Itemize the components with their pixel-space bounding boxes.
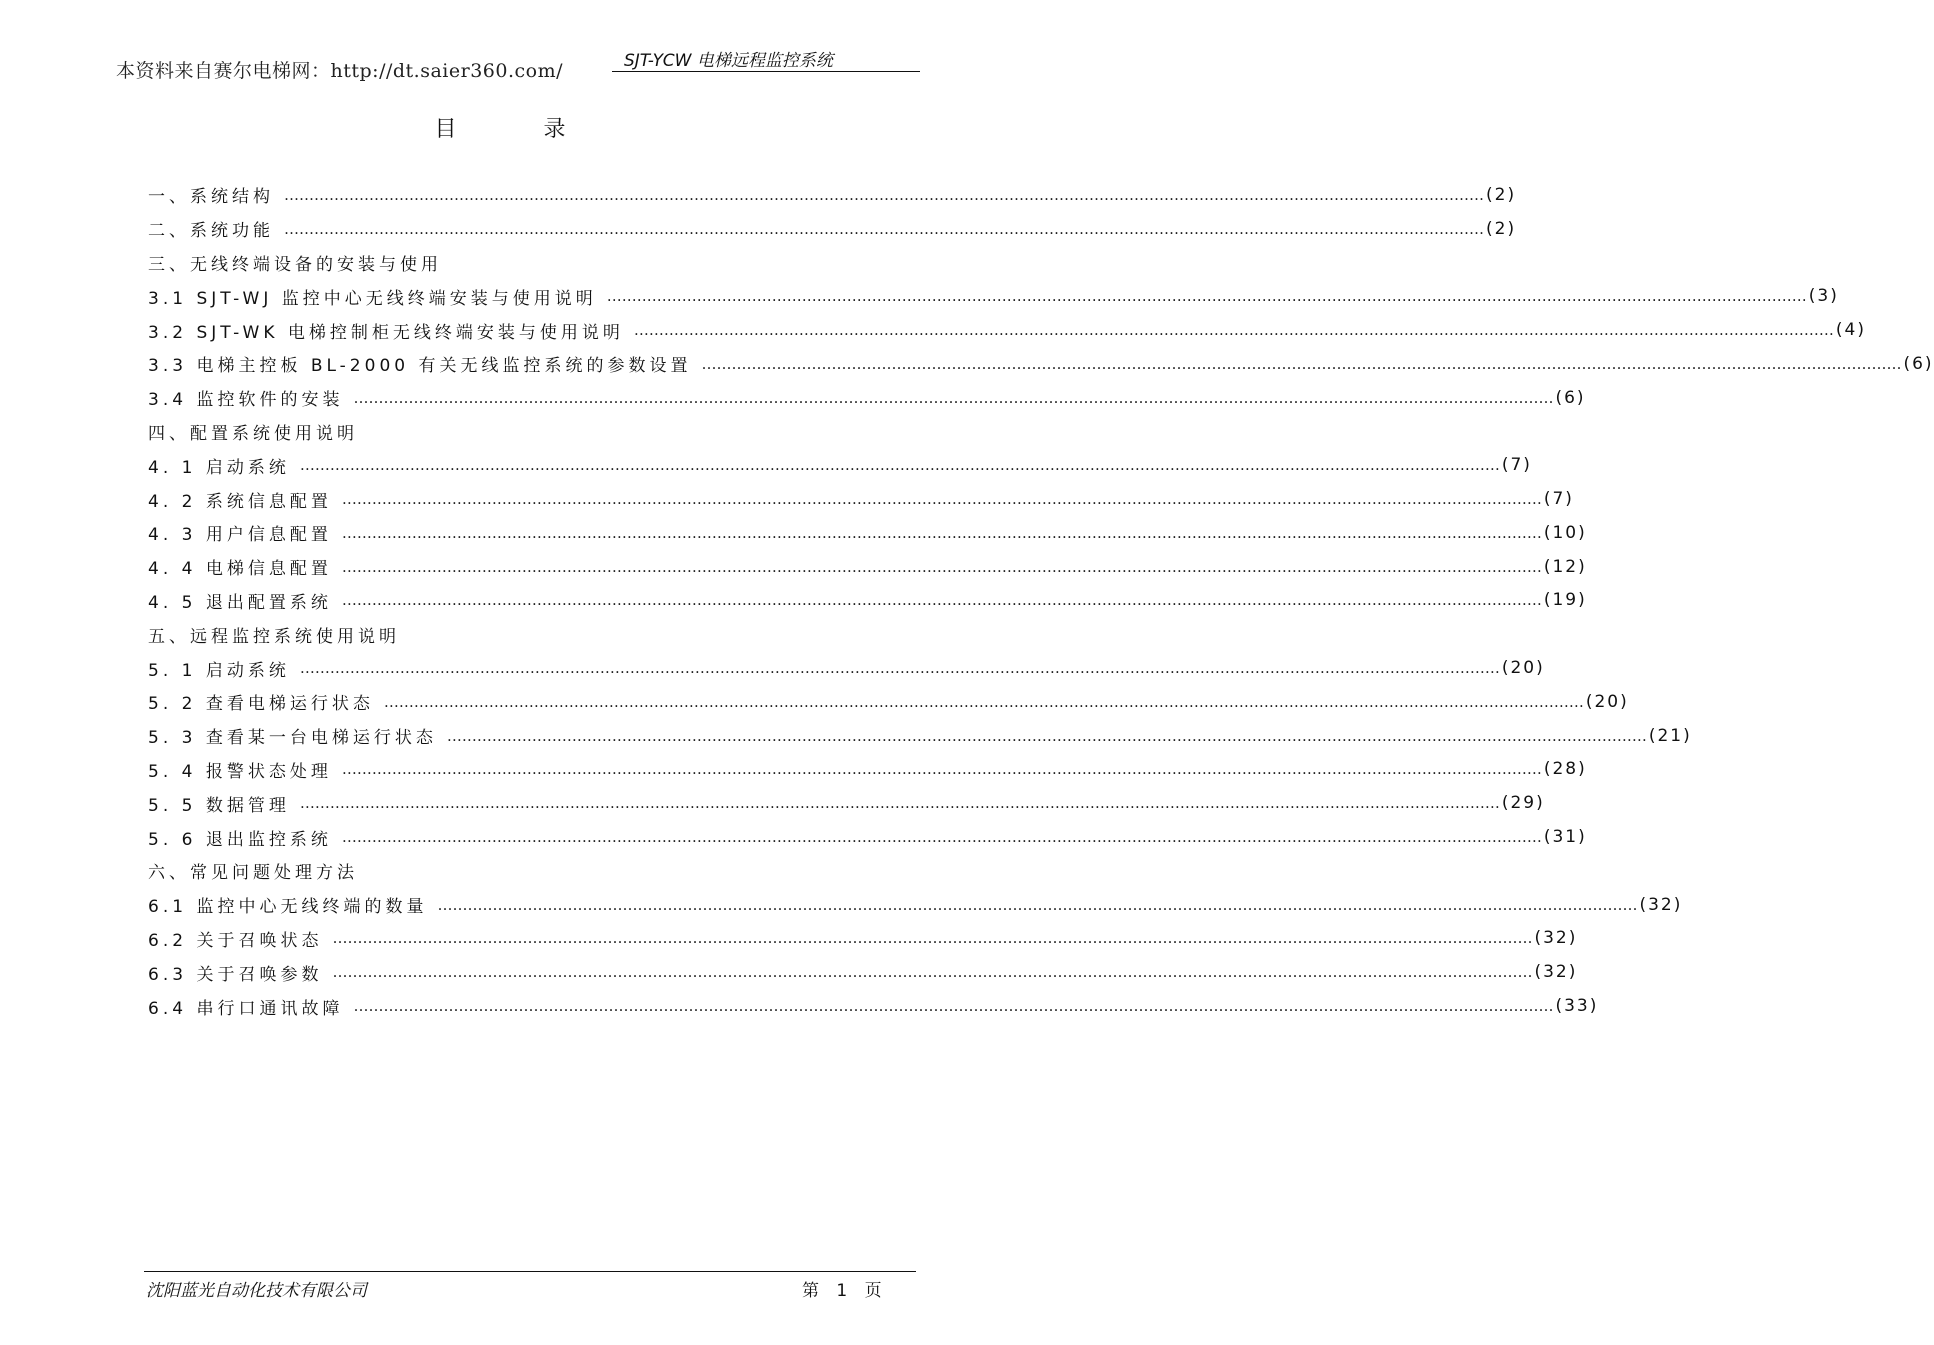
toc-entry-page: (12) bbox=[1543, 556, 1587, 577]
toc-entry-page: (32) bbox=[1534, 928, 1578, 949]
toc-entry[interactable] bbox=[148, 617, 870, 651]
toc-entry-page: (20) bbox=[1501, 658, 1545, 679]
toc-entry[interactable] bbox=[148, 685, 1629, 719]
toc-entry-page: (31) bbox=[1543, 827, 1587, 848]
toc-dot-leader: …………………………………………………………………………………………………………………………………………………………………………………………………………………… bbox=[341, 828, 1542, 847]
document-title: SJT-YCW 电梯远程监控系统 bbox=[624, 51, 833, 71]
toc-entry[interactable] bbox=[148, 516, 1587, 550]
toc-entry[interactable] bbox=[148, 178, 1517, 212]
toc-entry[interactable] bbox=[148, 651, 1545, 685]
toc-entry-label: 3.3 电梯主控板 BL-2000 有关无线监控系统的参数设置 bbox=[148, 356, 692, 377]
toc-entry-label: 4. 4 电梯信息配置 bbox=[148, 559, 332, 580]
toc-entry[interactable] bbox=[148, 719, 1692, 753]
toc-entry-label: 3.1 SJT-WJ 监控中心无线终端安装与使用说明 bbox=[148, 288, 597, 309]
toc-entry[interactable] bbox=[148, 955, 1578, 989]
footer-company: 沈阳蓝光自动化技术有限公司 bbox=[146, 1281, 367, 1301]
toc-entry-page: (21) bbox=[1648, 725, 1692, 746]
toc-entry-page: (29) bbox=[1501, 793, 1545, 814]
toc-entry-page: (7) bbox=[1543, 489, 1574, 510]
toc-heading: 目 录 bbox=[434, 117, 606, 142]
toc-dot-leader: …………………………………………………………………………………………………………………………………………………………………………………………………………………… bbox=[633, 321, 1834, 340]
toc-entry-label: 五、远程监控系统使用说明 bbox=[148, 626, 400, 647]
toc-entry-label: 4. 2 系统信息配置 bbox=[148, 491, 332, 512]
toc-entry-page: (10) bbox=[1543, 522, 1587, 543]
toc-entry-label: 6.4 串行口通讯故障 bbox=[148, 998, 344, 1019]
toc-entry-label: 三、无线终端设备的安装与使用 bbox=[148, 254, 442, 275]
toc-entry[interactable] bbox=[148, 854, 870, 888]
toc-entry-page: (6) bbox=[1903, 353, 1934, 374]
toc-entry-page: (2) bbox=[1486, 184, 1517, 205]
footer-rule bbox=[144, 1271, 916, 1272]
toc-entry-page: (7) bbox=[1501, 455, 1532, 476]
toc-entry[interactable] bbox=[148, 347, 1934, 381]
toc-entry-page: (2) bbox=[1486, 218, 1517, 239]
toc-entry-page: (4) bbox=[1835, 320, 1866, 341]
toc-entry-label: 4. 3 用户信息配置 bbox=[148, 525, 332, 546]
toc-entry-page: (33) bbox=[1555, 996, 1599, 1017]
toc-entry[interactable] bbox=[148, 922, 1578, 956]
toc-entry[interactable] bbox=[148, 482, 1574, 516]
toc-entry[interactable] bbox=[148, 381, 1586, 415]
toc-entry-label: 6.3 关于召唤参数 bbox=[148, 964, 323, 985]
toc-dot-leader: …………………………………………………………………………………………………………………………………………………………………………………………………………………… bbox=[701, 354, 1902, 373]
toc-dot-leader: …………………………………………………………………………………………………………………………………………………………………………………………………………………… bbox=[299, 794, 1500, 813]
toc-dot-leader: …………………………………………………………………………………………………………………………………………………………………………………………………………………… bbox=[341, 557, 1542, 576]
toc-entry-label: 一、系统结构 bbox=[148, 187, 274, 208]
source-text: 本资料来自赛尔电梯网：http://dt.saier360.com/ bbox=[116, 60, 563, 82]
toc-entry[interactable] bbox=[148, 313, 1866, 347]
toc-entry-label: 5. 6 退出监控系统 bbox=[148, 829, 332, 850]
toc-entry-label: 3.4 监控软件的安装 bbox=[148, 390, 344, 411]
toc-entry-label: 5. 5 数据管理 bbox=[148, 795, 290, 816]
toc-entry-label: 二、系统功能 bbox=[148, 221, 274, 242]
toc-dot-leader: …………………………………………………………………………………………………………………………………………………………………………………………………………………… bbox=[284, 219, 1484, 238]
toc-dot-leader: …………………………………………………………………………………………………………………………………………………………………………………………………………………… bbox=[446, 726, 1647, 745]
toc-entry-label: 5. 1 启动系统 bbox=[148, 660, 290, 681]
toc-dot-leader: …………………………………………………………………………………………………………………………………………………………………………………………………………………… bbox=[284, 185, 1484, 204]
toc-dot-leader: …………………………………………………………………………………………………………………………………………………………………………………………………………………… bbox=[606, 287, 1807, 306]
toc-dot-leader: …………………………………………………………………………………………………………………………………………………………………………………………………………………… bbox=[353, 388, 1554, 407]
toc-entry-page: (19) bbox=[1543, 590, 1587, 611]
toc-entry[interactable] bbox=[148, 888, 1683, 922]
toc-entry[interactable] bbox=[148, 584, 1587, 618]
toc-dot-leader: …………………………………………………………………………………………………………………………………………………………………………………………………………………… bbox=[299, 659, 1500, 678]
toc-entry-label: 四、配置系统使用说明 bbox=[148, 423, 358, 444]
toc-entry[interactable] bbox=[148, 820, 1587, 854]
footer-page-number: 第 1 页 bbox=[802, 1281, 888, 1301]
toc-dot-leader: …………………………………………………………………………………………………………………………………………………………………………………………………………………… bbox=[299, 456, 1500, 475]
toc-entry-label: 6.1 监控中心无线终端的数量 bbox=[148, 897, 428, 918]
header-rule bbox=[612, 71, 920, 72]
toc-entry[interactable] bbox=[148, 550, 1587, 584]
toc-entry-page: (32) bbox=[1534, 962, 1578, 983]
toc-entry[interactable] bbox=[148, 448, 1532, 482]
toc-entry[interactable] bbox=[148, 989, 1599, 1023]
toc-entry-label: 六、常见问题处理方法 bbox=[148, 863, 358, 884]
toc-dot-leader: …………………………………………………………………………………………………………………………………………………………………………………………………………………… bbox=[353, 997, 1554, 1016]
toc-entry-label: 4. 1 启动系统 bbox=[148, 457, 290, 478]
toc-entry-page: (20) bbox=[1585, 691, 1629, 712]
toc-entry-label: 6.2 关于召唤状态 bbox=[148, 930, 323, 951]
toc-dot-leader: …………………………………………………………………………………………………………………………………………………………………………………………………………………… bbox=[332, 963, 1533, 982]
toc-entry-label: 5. 2 查看电梯运行状态 bbox=[148, 694, 374, 715]
toc-entry-label: 4. 5 退出配置系统 bbox=[148, 592, 332, 613]
toc-list bbox=[148, 178, 1934, 1023]
toc-dot-leader: …………………………………………………………………………………………………………………………………………………………………………………………………………………… bbox=[332, 929, 1533, 948]
toc-entry-label: 5. 4 报警状态处理 bbox=[148, 761, 332, 782]
toc-dot-leader: …………………………………………………………………………………………………………………………………………………………………………………………………………………… bbox=[341, 760, 1542, 779]
toc-entry-page: (3) bbox=[1808, 286, 1839, 307]
toc-dot-leader: …………………………………………………………………………………………………………………………………………………………………………………………………………………… bbox=[383, 692, 1584, 711]
toc-entry-page: (28) bbox=[1543, 759, 1587, 780]
toc-entry[interactable] bbox=[148, 786, 1545, 820]
toc-entry[interactable] bbox=[148, 279, 1839, 313]
toc-dot-leader: …………………………………………………………………………………………………………………………………………………………………………………………………………………… bbox=[341, 490, 1542, 509]
toc-entry-label: 5. 3 查看某一台电梯运行状态 bbox=[148, 728, 437, 749]
toc-entry[interactable] bbox=[148, 753, 1587, 787]
toc-entry[interactable] bbox=[148, 246, 870, 280]
toc-entry-label: 3.2 SJT-WK 电梯控制柜无线终端安装与使用说明 bbox=[148, 322, 624, 343]
toc-dot-leader: …………………………………………………………………………………………………………………………………………………………………………………………………………………… bbox=[437, 895, 1638, 914]
toc-dot-leader: …………………………………………………………………………………………………………………………………………………………………………………………………………………… bbox=[341, 523, 1542, 542]
toc-entry-page: (6) bbox=[1555, 387, 1586, 408]
toc-dot-leader: …………………………………………………………………………………………………………………………………………………………………………………………………………………… bbox=[341, 591, 1542, 610]
toc-entry[interactable] bbox=[148, 415, 870, 449]
toc-entry[interactable] bbox=[148, 212, 1517, 246]
toc-entry-page: (32) bbox=[1639, 894, 1683, 915]
